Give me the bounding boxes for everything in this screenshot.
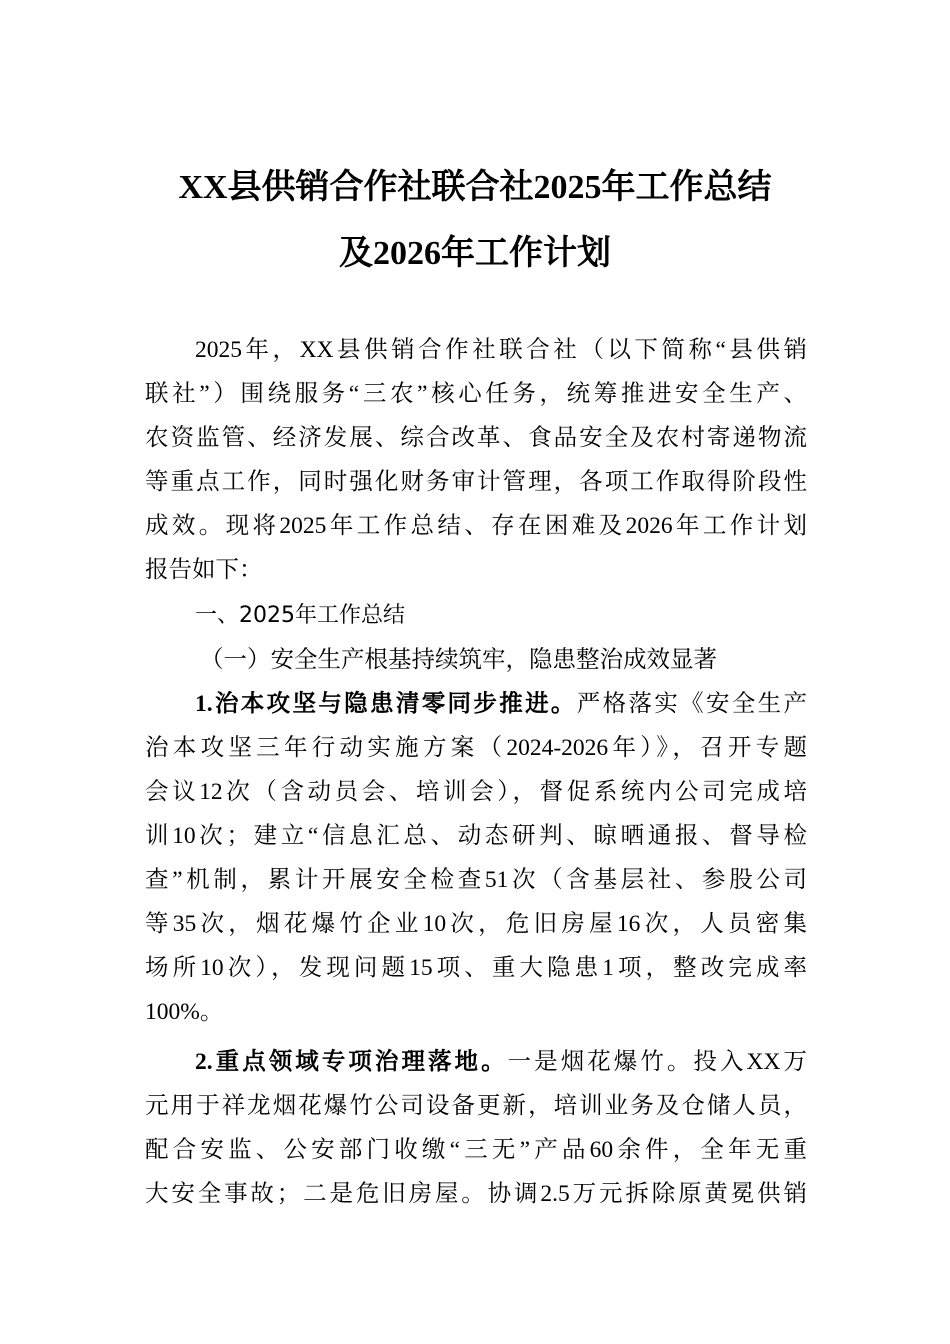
item-1-line: 治本攻坚三年行动实施方案（2024-2026年）》，召开专题	[145, 735, 807, 761]
document-title-line-1: XX县供销合作社联合社2025年工作总结	[178, 169, 772, 206]
item-1-line: 训10次；建立“信息汇总、动态研判、晾晒通报、督导检	[145, 823, 807, 849]
intro-paragraph-line: 2025年，XX县供销合作社联合社（以下简称“县供销	[195, 337, 807, 363]
item-2-line: 大安全事故；二是危旧房屋。协调2.5万元拆除原黄冕供销	[145, 1181, 807, 1207]
item-2-bold-lead: 2.重点领域专项治理落地。	[195, 1049, 508, 1075]
intro-paragraph-line: 联社”）围绕服务“三农”核心任务，统筹推进安全生产、	[145, 381, 807, 407]
item-2-line: 配合安监、公安部门收缴“三无”产品60余件，全年无重	[145, 1137, 807, 1163]
document-title-line-2: 及2026年工作计划	[339, 235, 611, 272]
intro-paragraph-line: 成效。现将2025年工作总结、存在困难及2026年工作计划	[145, 513, 807, 539]
intro-paragraph-line: 农资监管、经济发展、综合改革、食品安全及农村寄递物流	[145, 425, 807, 451]
item-2-first-line-text: 一是烟花爆竹。投入XX万	[507, 1049, 808, 1075]
item-1-line: 查”机制，累计开展安全检查51次（含基层社、参股公司	[145, 867, 807, 893]
intro-paragraph-line: 报告如下：	[145, 557, 263, 583]
item-1-line: 等35次，烟花爆竹企业10次，危旧房屋16次，人员密集	[145, 911, 807, 937]
item-1-line: 100%。	[145, 999, 224, 1025]
item-1-first-line	[195, 687, 807, 721]
item-2-line: 元用于祥龙烟花爆竹公司设备更新，培训业务及仓储人员，	[145, 1093, 807, 1119]
item-1-line: 会议12次（含动员会、培训会），督促系统内公司完成培	[145, 779, 807, 805]
item-1-first-line-text: 严格落实《安全生产	[576, 691, 808, 717]
item-1-line: 场所10次），发现问题15项、重大隐患1项，整改完成率	[145, 955, 807, 981]
intro-paragraph-line: 等重点工作，同时强化财务审计管理，各项工作取得阶段性	[145, 469, 807, 495]
section-heading: 一、2025年工作总结	[195, 603, 405, 628]
item-1-bold-lead: 1.治本攻坚与隐患清零同步推进。	[195, 691, 577, 717]
item-2-first-line	[195, 1045, 807, 1079]
subsection-heading: （一）安全生产根基持续筑牢，隐患整治成效显著	[200, 647, 717, 673]
